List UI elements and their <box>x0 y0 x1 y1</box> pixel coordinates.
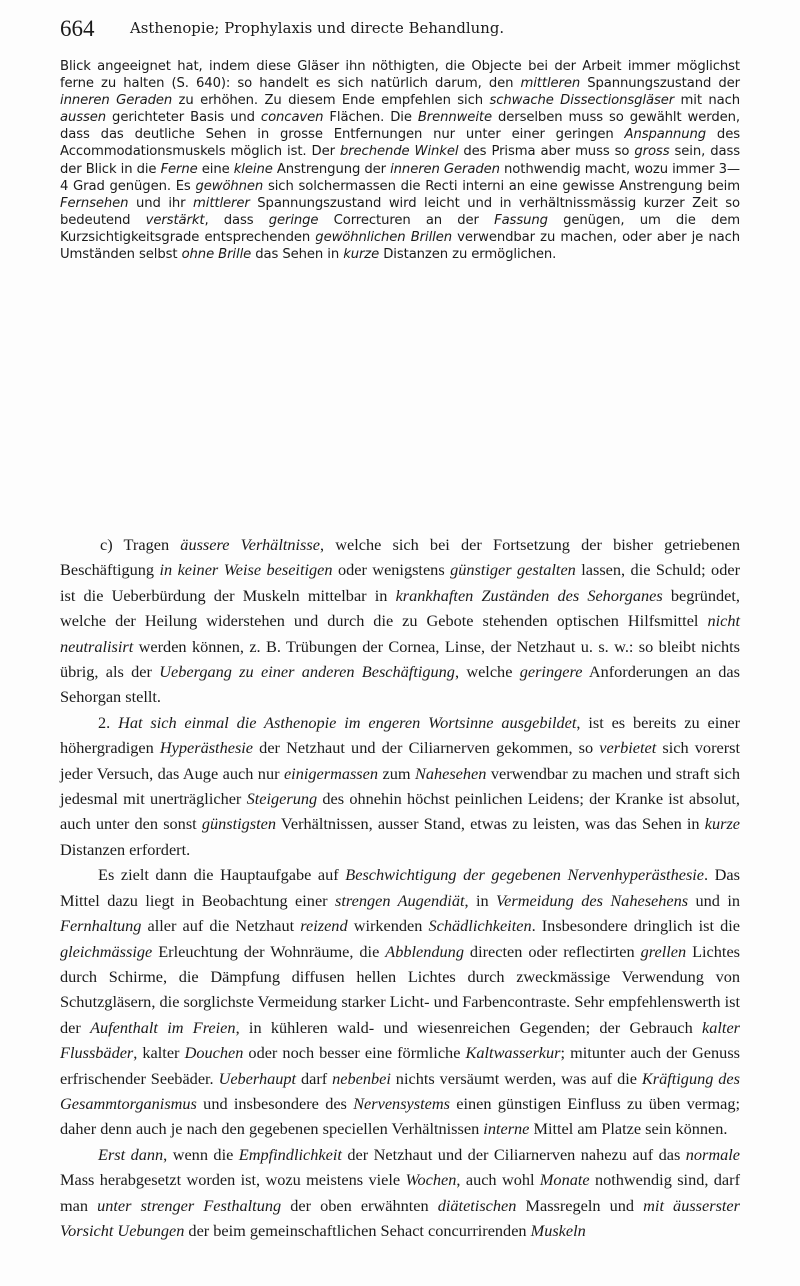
text-run: Anstrengung der <box>272 161 391 177</box>
text-run: aller auf die Netzhaut <box>141 916 301 936</box>
text-run: , welche <box>454 662 520 682</box>
text-run: , wenn die <box>163 1144 239 1164</box>
emphasis-text: mittlerer <box>193 195 250 211</box>
emphasis-text: geringere <box>519 662 583 682</box>
text-run: Mass herabgesetzt worden ist, wozu meistens viele <box>60 1170 406 1190</box>
text-run: genügen, um die dem Kurzsichtigkeitsgrade entsprechenden <box>60 212 740 245</box>
emphasis-text: Douchen <box>184 1043 244 1063</box>
text-run: Flächen. Die <box>323 110 418 126</box>
emphasis-text: Fassung <box>494 212 548 228</box>
emphasis-text: reizend <box>300 916 348 936</box>
emphasis-text: kalter Flussbäder <box>60 1017 741 1063</box>
paragraph-c-tragen <box>60 532 740 710</box>
text-run: des ohnehin höchst peinlichen Leidens; der Kranke ist absolut, auch unter den sonst <box>60 789 740 834</box>
text-run: werden können, z. B. Trübungen der Cornea, Linse, der Netzhaut u. s. w.: so bleibt nichts übrig, als der <box>60 636 740 682</box>
emphasis-text: verbietet <box>599 738 657 758</box>
text-run: und ihr <box>128 195 194 211</box>
text-run: , in <box>464 890 497 910</box>
text-run: Spannungszustand der <box>580 76 740 92</box>
emphasis-text: Wochen <box>405 1170 457 1190</box>
text-run: einen günstigen Einfluss zu üben vermag; daher denn auch je nach den gegebenen speciellen Verhältnissen <box>60 1093 741 1139</box>
text-run: Es zielt dann die Hauptaufgabe auf <box>98 865 346 885</box>
text-run: nichts versäumt werden, was auf die <box>390 1068 642 1088</box>
text-run: . Das Mittel dazu liegt in Beobachtung einer <box>60 865 740 910</box>
emphasis-text: Hat sich einmal die Asthenopie im engeren Wortsinne ausgebildet <box>118 712 577 732</box>
text-run: ; mitunter auch der Genuss erfrischender Seebäder. <box>60 1043 740 1088</box>
emphasis-text: Fernsehen <box>60 195 129 211</box>
intro-paragraph <box>60 58 740 263</box>
text-run: der oben erwähnten <box>281 1195 438 1215</box>
text-run: , in kühleren wald- und wiesenreichen Gegenden; der Gebrauch <box>235 1017 703 1037</box>
emphasis-text: gewöhnen <box>195 178 264 194</box>
text-run: , ist es bereits zu einer höhergradigen <box>60 712 741 758</box>
emphasis-text: kleine <box>233 161 273 177</box>
paragraph-2-asthenopie <box>60 710 740 862</box>
page-number: 664 <box>60 16 95 41</box>
emphasis-text: mittleren <box>520 76 581 92</box>
text-run: Verhältnissen, ausser Stand, etwas zu leisten, was das Sehen in <box>276 814 705 834</box>
text-run: derselben muss so gewählt werden, dass das deutliche Sehen in grosse Entfernungen nur unter einer geringen <box>60 110 740 143</box>
text-run: der Netzhaut und der Ciliarnerven gekommen, so <box>253 738 600 758</box>
text-run: c) Tragen <box>100 535 181 554</box>
text-run: darf <box>296 1068 333 1088</box>
emphasis-text: Monate <box>539 1170 590 1190</box>
text-run: verwendbar zu machen, oder aber je nach Umständen selbst <box>60 229 741 263</box>
text-run: Correcturen an der <box>318 212 495 228</box>
text-run: zu erhöhen. Zu diesem Ende empfehlen sich <box>172 93 490 109</box>
text-run: Mittel am Platze sein können. <box>529 1119 728 1139</box>
text-run: sein, dass der Blick in die <box>60 144 740 177</box>
emphasis-text: diätetischen <box>437 1195 517 1215</box>
emphasis-text: aussen <box>60 110 107 126</box>
emphasis-text: Erst dann <box>98 1144 164 1164</box>
emphasis-text: Brennweite <box>417 110 492 126</box>
emphasis-text: Ferne <box>160 161 198 177</box>
emphasis-text: gleichmässige <box>60 941 153 961</box>
text-run: oder noch besser eine förmliche <box>243 1043 466 1063</box>
emphasis-text: schwache Dissectionsgläser <box>489 93 675 109</box>
emphasis-text: Vermeidung des Nahesehens <box>496 890 689 910</box>
text-run: begründet, welche der Heilung widerstehen und durch die zu Gebote stehenden optischen Hilfsmittel <box>60 585 741 631</box>
emphasis-text: unter strenger Festhaltung <box>97 1195 282 1215</box>
emphasis-text: Anspannung <box>624 127 707 143</box>
emphasis-text: einigermassen <box>283 763 379 783</box>
text-run: Massregeln und <box>516 1195 644 1215</box>
emphasis-text: Muskeln <box>530 1220 586 1240</box>
text-run: nothwendig macht, wozu immer 3—4 Grad genügen. Es <box>60 161 740 194</box>
text-run: der Netzhaut und der Ciliarnerven nahezu auf das <box>341 1144 686 1164</box>
text-run: des Prisma aber muss so <box>458 144 635 160</box>
text-run: und insbesondere des <box>196 1093 354 1113</box>
emphasis-text: Abblendung <box>385 941 464 961</box>
text-run: gerichteter Basis und <box>106 110 261 126</box>
text-run: zum <box>378 763 415 783</box>
text-run: 2. <box>98 712 119 732</box>
emphasis-text: inneren Geraden <box>60 93 173 109</box>
emphasis-text: strengen Augendiät <box>335 890 465 910</box>
emphasis-text: Empfindlichkeit <box>238 1144 342 1164</box>
text-run: sich vorerst jeder Versuch, das Auge auch nur <box>60 738 740 783</box>
text-run: sich solchermassen die Recti interni an eine gewisse Anstrengung beim <box>263 178 740 194</box>
emphasis-text: Aufenthalt im Freien <box>90 1017 236 1037</box>
emphasis-text: äussere Verhältnisse <box>180 535 320 554</box>
text-run: oder wenigstens <box>332 560 451 580</box>
emphasis-text: Kaltwasserkur <box>465 1043 561 1063</box>
running-head <box>60 16 750 42</box>
text-run: , welche sich bei der Fortsetzung der bisher getriebenen Beschäftigung <box>60 535 741 580</box>
emphasis-text: nicht neutralisirt <box>60 611 740 656</box>
emphasis-text: interne <box>483 1119 530 1139</box>
emphasis-text: ohne Brille <box>181 247 252 263</box>
emphasis-text: Steigerung <box>246 789 318 809</box>
emphasis-text: nebenbei <box>332 1068 391 1088</box>
text-run: eine <box>197 161 234 177</box>
paragraph-erst-dann <box>60 1142 740 1244</box>
emphasis-text: Schädlichkeiten <box>428 916 532 936</box>
text-run: , dass <box>204 212 269 228</box>
emphasis-text: Beschwichtigung der gegebenen Nervenhyperästhesie <box>345 865 705 885</box>
emphasis-text: kurze <box>343 247 380 263</box>
main-text <box>60 532 740 1243</box>
emphasis-text: kurze <box>704 814 741 834</box>
text-run: Lichtes durch Schirme, die Dämpfung diffusen hellen Lichtes durch zweckmässige Verwendung von Schutzgläsern, die sorglichste Vermeidung starker Licht- und Farbencontraste. Sehr empfehlenswerth ist der <box>60 941 741 1037</box>
text-run: , kalter <box>133 1043 185 1063</box>
emphasis-text: gross <box>634 144 670 160</box>
text-run: Anforderungen an das Sehorgan stellt. <box>60 662 740 707</box>
emphasis-text: normale <box>685 1144 740 1164</box>
text-run: lassen, die Schuld; oder ist die Ueberbürdung der Muskeln mittelbar in <box>60 560 740 605</box>
paragraph-hauptaufgabe <box>60 862 740 1141</box>
emphasis-text: gewöhnlichen Brillen <box>315 229 452 245</box>
text-run: wirkenden <box>347 916 429 936</box>
text-run: verwendbar zu machen und straft sich jedesmal mit unerträglicher <box>60 763 741 809</box>
emphasis-text: günstiger gestalten <box>450 560 576 580</box>
text-run: nothwendig sind, darf man <box>60 1170 741 1215</box>
emphasis-text: verstärkt <box>145 212 205 228</box>
emphasis-text: krankhaften Zuständen des Sehorganes <box>395 585 663 605</box>
emphasis-text: Ueberhaupt <box>218 1068 297 1088</box>
emphasis-text: concaven <box>260 110 324 126</box>
emphasis-text: Uebergang zu einer anderen Beschäftigung <box>159 662 455 682</box>
emphasis-text: Fernhaltung <box>60 916 142 936</box>
header-title: Asthenopie; Prophylaxis und directe Behandlung. <box>130 20 505 37</box>
text-run: , auch wohl <box>456 1170 540 1190</box>
emphasis-text: brechende Winkel <box>339 144 459 160</box>
text-run: das Sehen in <box>251 247 344 263</box>
emphasis-text: inneren Geraden <box>390 161 500 177</box>
text-run: mit nach <box>674 93 740 109</box>
text-run: Distanzen erfordert. <box>60 839 191 859</box>
emphasis-text: Nervensystems <box>353 1093 450 1113</box>
text-run: und in <box>688 890 740 910</box>
emphasis-text: in keiner Weise beseitigen <box>159 560 333 580</box>
emphasis-text: günstigsten <box>201 814 277 834</box>
emphasis-text: geringe <box>268 212 319 228</box>
text-run: . Insbesondere dringlich ist die <box>531 916 741 936</box>
text-run: Distanzen zu ermöglichen. <box>379 247 557 263</box>
emphasis-text: Nahesehen <box>414 763 487 783</box>
text-run: Spannungszustand wird leicht und in verhältnissmässig kurzer Zeit so bedeutend <box>60 195 740 228</box>
emphasis-text: Hyperästhesie <box>159 738 254 758</box>
text-run: der beim gemeinschaftlichen Sehact concurrirenden <box>184 1220 531 1240</box>
emphasis-text: mit äusserster Vorsicht Uebungen <box>60 1195 740 1240</box>
text-run: Blick angeeignet hat, indem diese Gläser ihn nöthigten, die Objecte bei der Arbeit immer möglichst ferne zu halten (S. 640): so handelt es sich natürlich darum, den <box>60 59 740 92</box>
emphasis-text: grellen <box>640 941 687 961</box>
text-run: des Accommodationsmuskels möglich ist. Der <box>60 127 740 160</box>
text-run: Erleuchtung der Wohnräume, die <box>152 941 386 961</box>
emphasis-text: Kräftigung des Gesammtorganismus <box>60 1068 740 1113</box>
text-run: directen oder reflectirten <box>463 941 641 961</box>
